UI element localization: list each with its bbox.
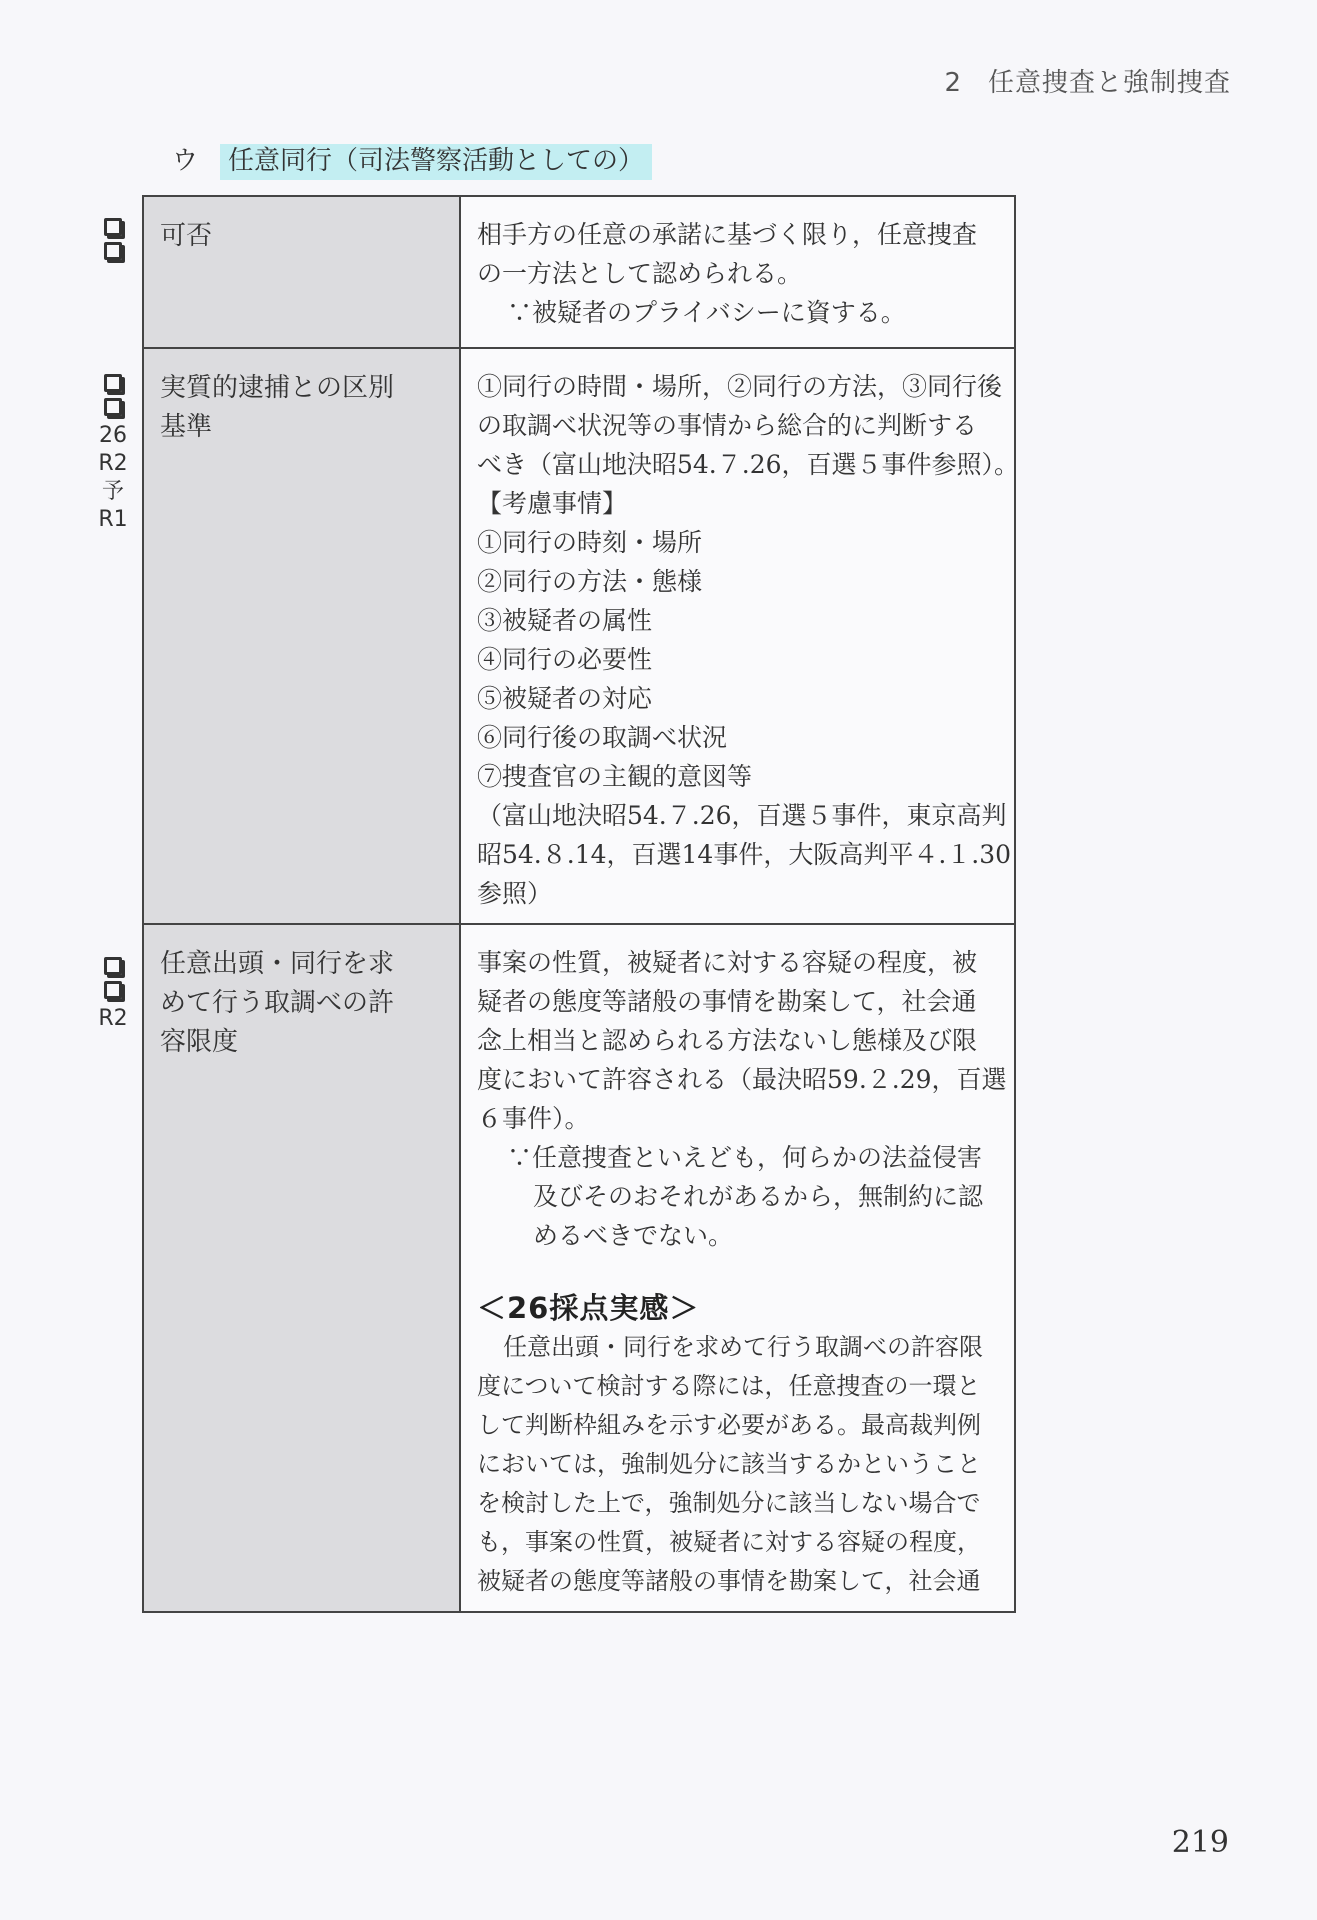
chapter-number: 2 bbox=[944, 68, 962, 98]
row-label bbox=[143, 924, 460, 1612]
label-line: めて行う取調べの許 bbox=[160, 988, 395, 1018]
side-marker-row-2 bbox=[96, 370, 130, 534]
content-line: 念上相当と認められる方法ないし態様及び限 bbox=[477, 1026, 978, 1055]
content-line: の取調べ状況等の事情から総合的に判断する bbox=[477, 411, 978, 440]
table-row bbox=[143, 196, 1015, 348]
note-line: 任意出頭・同行を求めて行う取調べの許容限 bbox=[503, 1333, 983, 1361]
content-line: 事案の性質，被疑者に対する容疑の程度，被 bbox=[477, 948, 978, 977]
checkbox-icon[interactable] bbox=[104, 981, 122, 999]
note-line: を検討した上で，強制処分に該当しない場合で bbox=[477, 1489, 981, 1517]
content-line: ⑤被疑者の対応 bbox=[477, 684, 653, 713]
label-line: 実質的逮捕との区別 bbox=[160, 373, 395, 403]
summary-table bbox=[142, 195, 1020, 1613]
page-number: 219 bbox=[1171, 1825, 1229, 1860]
content-line: ⑥同行後の取調べ状況 bbox=[477, 723, 728, 752]
label-line: 任意出頭・同行を求 bbox=[160, 949, 395, 979]
exam-tag: R1 bbox=[98, 507, 128, 532]
checkbox-icon[interactable] bbox=[104, 398, 122, 416]
note-body bbox=[477, 1328, 1000, 1601]
section-title bbox=[172, 140, 652, 177]
side-marker-row-1 bbox=[96, 214, 130, 266]
content-line: ④同行の必要性 bbox=[477, 645, 653, 674]
content-line: ③被疑者の属性 bbox=[477, 606, 653, 635]
content-line: 相手方の任意の承諾に基づく限り，任意捜査 bbox=[477, 220, 978, 249]
side-marker-row-3 bbox=[96, 953, 130, 1033]
section-marker: ウ bbox=[172, 146, 199, 176]
row-label bbox=[143, 348, 460, 924]
content-line: ∵被疑者のプライバシーに資する。 bbox=[507, 298, 906, 327]
content-line: の一方法として認められる。 bbox=[477, 259, 803, 288]
label-line: 基準 bbox=[160, 412, 213, 442]
exam-tag: R2 bbox=[98, 451, 128, 476]
row-content bbox=[460, 924, 1015, 1612]
checkbox-icon[interactable] bbox=[104, 957, 122, 975]
content-line: 疑者の態度等諸般の事情を勘案して，社会通 bbox=[477, 987, 977, 1016]
row-content bbox=[460, 348, 1020, 924]
content-line: べき（富山地決昭54.７.26，百選５事件参照）。 bbox=[477, 450, 1020, 479]
row-content bbox=[460, 196, 1015, 348]
content-line: ６事件）。 bbox=[477, 1104, 590, 1133]
content-line: 昭54.８.14，百選14事件，大阪高判平４.１.30 bbox=[477, 840, 1012, 869]
exam-tag: R2 bbox=[98, 1006, 128, 1031]
content-line: めるべきでない。 bbox=[533, 1221, 734, 1250]
chapter-title: 任意捜査と強制捜査 bbox=[987, 68, 1231, 98]
checkbox-icon[interactable] bbox=[104, 218, 122, 236]
content-line: 参照） bbox=[477, 879, 553, 908]
content-line: 【考慮事情】 bbox=[477, 489, 628, 518]
running-header bbox=[944, 62, 1231, 99]
content-line: ②同行の方法・態様 bbox=[477, 567, 703, 596]
checkbox-icon[interactable] bbox=[104, 374, 122, 392]
row-label bbox=[143, 196, 460, 348]
content-line: ①同行の時刻・場所 bbox=[477, 528, 703, 557]
content-line: 度において許容される（最決昭59.２.29，百選 bbox=[477, 1065, 1007, 1094]
content-line: ①同行の時間・場所，②同行の方法，③同行後 bbox=[477, 372, 1003, 401]
note-line: においては，強制処分に該当するかということ bbox=[477, 1450, 981, 1478]
content-line: （富山地決昭54.７.26，百選５事件，東京高判 bbox=[477, 801, 1007, 830]
content-line: 及びそのおそれがあるから，無制約に認 bbox=[533, 1182, 984, 1211]
note-line: も，事案の性質，被疑者に対する容疑の程度， bbox=[477, 1528, 981, 1556]
label-line: 可否 bbox=[160, 221, 213, 251]
section-heading-highlighted: 任意同行（司法警察活動としての） bbox=[220, 144, 652, 180]
checkbox-icon[interactable] bbox=[104, 242, 122, 260]
exam-tag: 26 bbox=[99, 423, 127, 448]
label-line: 容限度 bbox=[160, 1027, 239, 1057]
note-line: して判断枠組みを示す必要がある。最高裁判例 bbox=[477, 1411, 981, 1439]
content-line: ⑦捜査官の主観的意図等 bbox=[477, 762, 753, 791]
table-row bbox=[143, 348, 1015, 924]
note-line: 被疑者の態度等諸般の事情を勘案して，社会通 bbox=[477, 1567, 981, 1595]
table-row bbox=[143, 924, 1015, 1612]
content-line: ∵任意捜査といえども，何らかの法益侵害 bbox=[507, 1143, 983, 1172]
exam-tag: 予 bbox=[101, 479, 124, 504]
note-heading: ＜26採点実感＞ bbox=[477, 1291, 700, 1325]
note-line: 度について検討する際には，任意捜査の一環と bbox=[477, 1372, 981, 1400]
